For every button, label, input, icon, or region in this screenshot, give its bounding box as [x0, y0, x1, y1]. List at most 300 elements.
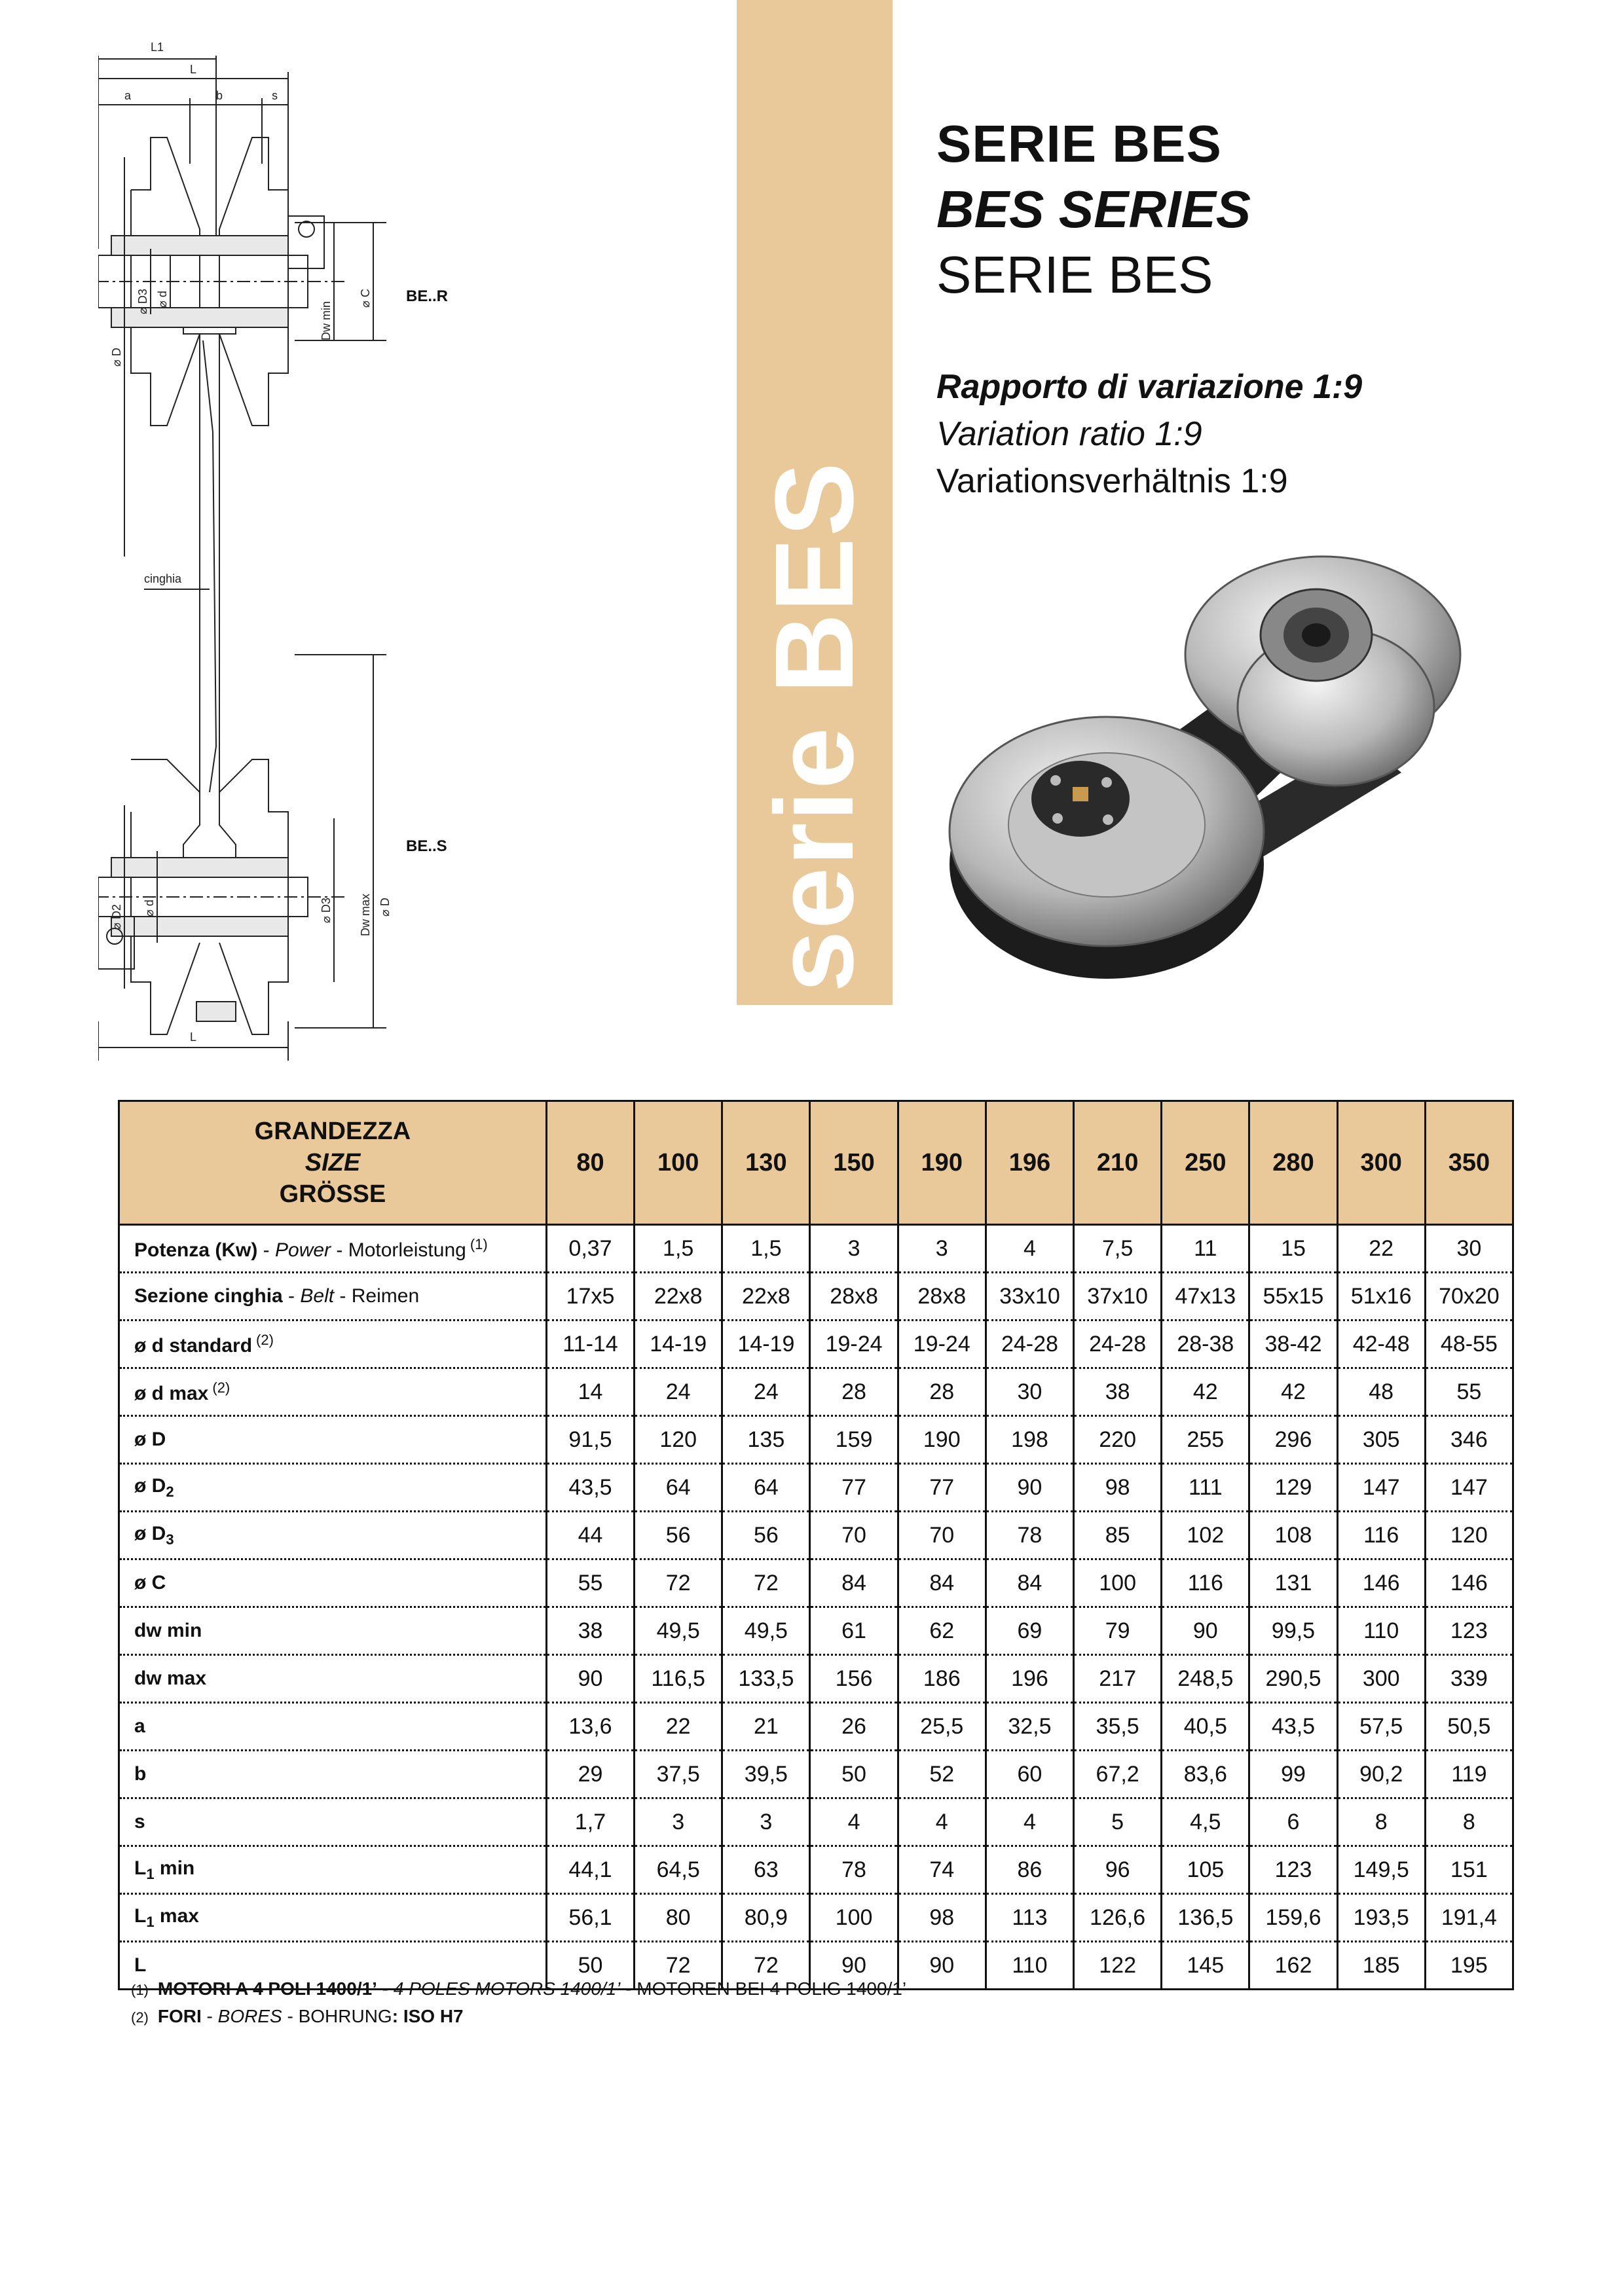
table-cell: 28 [810, 1368, 898, 1416]
table-cell: 198 [986, 1416, 1073, 1464]
dim-phiD-bottom: ⌀ D [378, 898, 392, 917]
table-cell: 146 [1425, 1559, 1513, 1607]
row-label [119, 1416, 547, 1464]
table-cell: 146 [1337, 1559, 1425, 1607]
table-cell: 37,5 [635, 1751, 722, 1798]
row-label-label-bold: ø D [134, 1522, 166, 1544]
table-cell: 99,5 [1249, 1607, 1337, 1655]
size-col-header: 130 [722, 1101, 810, 1225]
table-cell: 64,5 [635, 1846, 722, 1894]
table-cell: 186 [898, 1655, 986, 1703]
row-label-label-bold: ø D [134, 1429, 166, 1450]
table-cell: 38 [1074, 1368, 1162, 1416]
table-cell: 339 [1425, 1655, 1513, 1703]
table-cell: 28x8 [810, 1273, 898, 1321]
belt-label: cinghia [144, 572, 182, 585]
table-cell: 133,5 [722, 1655, 810, 1703]
table-cell: 123 [1249, 1846, 1337, 1894]
row-label-label-bold: dw max [134, 1667, 207, 1689]
dim-s: s [272, 89, 278, 102]
table-cell: 255 [1162, 1416, 1249, 1464]
row-label [119, 1607, 547, 1655]
table-cell: 116 [1337, 1512, 1425, 1559]
row-label-label-sub: 3 [166, 1531, 174, 1548]
table-cell: 64 [635, 1464, 722, 1512]
table-row [119, 1846, 1513, 1894]
row-label [119, 1798, 547, 1846]
table-cell: 4,5 [1162, 1798, 1249, 1846]
table-cell: 78 [986, 1512, 1073, 1559]
footnote-text-bold: MOTORI A 4 POLI 1400/1’ [157, 1978, 377, 1999]
table-cell: 120 [1425, 1512, 1513, 1559]
row-label-label-de: Reimen [351, 1285, 420, 1307]
row-label-note: (1) [470, 1235, 488, 1252]
table-cell: 90 [898, 1942, 986, 1990]
table-row [119, 1225, 1513, 1273]
table-row [119, 1512, 1513, 1559]
table-cell: 40,5 [1162, 1703, 1249, 1751]
table-cell: 191,4 [1425, 1894, 1513, 1942]
row-label-label-bold: ø d max [134, 1382, 209, 1404]
dim-phid-bottom: ⌀ d [143, 900, 156, 917]
table-cell: 90 [986, 1464, 1073, 1512]
table-cell: 1,5 [635, 1225, 722, 1273]
table-cell: 147 [1337, 1464, 1425, 1512]
footnote-sep: - [282, 2006, 299, 2026]
table-cell: 24 [722, 1368, 810, 1416]
table-cell: 131 [1249, 1559, 1337, 1607]
table-cell: 77 [810, 1464, 898, 1512]
table-cell: 80 [635, 1894, 722, 1942]
dim-a: a [124, 89, 132, 102]
table-cell: 220 [1074, 1416, 1162, 1464]
table-cell: 4 [898, 1798, 986, 1846]
table-cell: 78 [810, 1846, 898, 1894]
spec-table [118, 1100, 1514, 1990]
table-cell: 48 [1337, 1368, 1425, 1416]
row-label-label-de: Motorleistung [348, 1239, 466, 1261]
row-label-label-bold: dw min [134, 1620, 202, 1641]
table-cell: 100 [1074, 1559, 1162, 1607]
table-cell: 3 [722, 1798, 810, 1846]
table-cell: 296 [1249, 1416, 1337, 1464]
dim-dwmin: Dw min [320, 301, 333, 340]
table-cell: 156 [810, 1655, 898, 1703]
table-cell: 185 [1337, 1942, 1425, 1990]
dim-phiD: ⌀ D [110, 348, 123, 367]
row-label [119, 1273, 547, 1321]
table-cell: 14 [546, 1368, 634, 1416]
footnote-mark: (1) [131, 1982, 149, 1998]
table-row [119, 1751, 1513, 1798]
row-label [119, 1321, 547, 1368]
model-BE-R: BE..R [406, 287, 449, 305]
dim-phid: ⌀ d [156, 291, 169, 308]
table-cell: 72 [722, 1942, 810, 1990]
table-cell: 11 [1162, 1225, 1249, 1273]
table-cell: 56 [635, 1512, 722, 1559]
table-cell: 38 [546, 1607, 634, 1655]
table-cell: 29 [546, 1751, 634, 1798]
table-cell: 72 [635, 1559, 722, 1607]
row-label-label-tail: max [154, 1904, 199, 1927]
table-row [119, 1321, 1513, 1368]
row-label-label-bold: b [134, 1763, 147, 1785]
ratio-it: Rapporto di variazione 1:9 [936, 368, 1363, 406]
table-cell: 86 [986, 1846, 1073, 1894]
table-cell: 15 [1249, 1225, 1337, 1273]
table-cell: 17x5 [546, 1273, 634, 1321]
table-cell: 28-38 [1162, 1321, 1249, 1368]
table-cell: 196 [986, 1655, 1073, 1703]
footnote-text-bold: FORI [157, 2006, 202, 2026]
table-cell: 77 [898, 1464, 986, 1512]
row-label-label-bold: s [134, 1811, 145, 1832]
table-cell: 85 [1074, 1512, 1162, 1559]
table-cell: 52 [898, 1751, 986, 1798]
footnote-text-italic: BORES [217, 2006, 282, 2026]
table-cell: 72 [722, 1559, 810, 1607]
table-cell: 84 [810, 1559, 898, 1607]
table-cell: 195 [1425, 1942, 1513, 1990]
row-label-label-en: Power [275, 1239, 331, 1261]
dim-phiC: ⌀ C [359, 289, 372, 308]
table-cell: 49,5 [635, 1607, 722, 1655]
dim-phiD2: ⌀ D2 [110, 904, 123, 930]
table-row [119, 1273, 1513, 1321]
table-cell: 98 [1074, 1464, 1162, 1512]
size-col-header: 210 [1074, 1101, 1162, 1225]
footnote-sep: - [201, 2006, 218, 2026]
table-cell: 51x16 [1337, 1273, 1425, 1321]
table-cell: 3 [635, 1798, 722, 1846]
table-cell: 22 [1337, 1225, 1425, 1273]
table-cell: 11-14 [546, 1321, 634, 1368]
row-label-label-bold: a [134, 1715, 145, 1737]
footnote-text-italic: 4 POLES MOTORS 1400/1’ [393, 1978, 621, 1999]
table-cell: 111 [1162, 1464, 1249, 1512]
table-cell: 190 [898, 1416, 986, 1464]
size-col-header: 250 [1162, 1101, 1249, 1225]
table-cell: 90 [810, 1942, 898, 1990]
table-cell: 4 [986, 1798, 1073, 1846]
table-cell: 145 [1162, 1942, 1249, 1990]
table-cell: 305 [1337, 1416, 1425, 1464]
footnotes [131, 1976, 906, 2031]
row-label-label-en: Belt [300, 1285, 335, 1307]
table-cell: 26 [810, 1703, 898, 1751]
row-label [119, 1559, 547, 1607]
table-row [119, 1559, 1513, 1607]
table-cell: 72 [635, 1942, 722, 1990]
table-cell: 24 [635, 1368, 722, 1416]
table-cell: 48-55 [1425, 1321, 1513, 1368]
technical-drawing [98, 39, 727, 1080]
table-cell: 159 [810, 1416, 898, 1464]
table-cell: 70 [898, 1512, 986, 1559]
title-it: SERIE BES [936, 115, 1222, 173]
table-cell: 135 [722, 1416, 810, 1464]
table-cell: 44,1 [546, 1846, 634, 1894]
table-cell: 42-48 [1337, 1321, 1425, 1368]
table-cell: 126,6 [1074, 1894, 1162, 1942]
table-cell: 151 [1425, 1846, 1513, 1894]
table-cell: 116,5 [635, 1655, 722, 1703]
row-label-label-sub: 2 [166, 1483, 174, 1500]
footnote-sep: - [377, 1978, 394, 1999]
table-cell: 22x8 [635, 1273, 722, 1321]
table-cell: 55x15 [1249, 1273, 1337, 1321]
table-cell: 0,37 [546, 1225, 634, 1273]
row-label [119, 1464, 547, 1512]
table-cell: 50 [546, 1942, 634, 1990]
table-row [119, 1464, 1513, 1512]
table-cell: 102 [1162, 1512, 1249, 1559]
footnote-mark: (2) [131, 2009, 149, 2026]
dim-phiD3: ⌀ D3 [136, 289, 149, 314]
table-cell: 47x13 [1162, 1273, 1249, 1321]
table-row [119, 1416, 1513, 1464]
row-label [119, 1368, 547, 1416]
table-cell: 90 [546, 1655, 634, 1703]
table-cell: 122 [1074, 1942, 1162, 1990]
table-cell: 21 [722, 1703, 810, 1751]
table-cell: 24-28 [986, 1321, 1073, 1368]
table-header-row [119, 1101, 1513, 1225]
table-cell: 300 [1337, 1655, 1425, 1703]
series-titles [936, 111, 1591, 308]
row-label-label-bold: L [134, 1954, 147, 1976]
table-cell: 136,5 [1162, 1894, 1249, 1942]
table-cell: 43,5 [546, 1464, 634, 1512]
table-cell: 49,5 [722, 1607, 810, 1655]
table-cell: 84 [898, 1559, 986, 1607]
table-cell: 7,5 [1074, 1225, 1162, 1273]
table-cell: 6 [1249, 1798, 1337, 1846]
row-label [119, 1655, 547, 1703]
table-cell: 43,5 [1249, 1703, 1337, 1751]
table-cell: 60 [986, 1751, 1073, 1798]
table-cell: 19-24 [810, 1321, 898, 1368]
row-label-label-bold: ø C [134, 1572, 166, 1594]
table-cell: 39,5 [722, 1751, 810, 1798]
header-size-en: SIZE [304, 1149, 361, 1176]
dim-L1: L1 [151, 41, 164, 54]
row-label-label-sep1: - [257, 1239, 276, 1261]
row-label-label-bold: L [134, 1904, 147, 1927]
table-cell: 100 [810, 1894, 898, 1942]
table-cell: 84 [986, 1559, 1073, 1607]
dim-phiD3-bottom: ⌀ D3 [320, 898, 333, 923]
row-label-label-sub: 1 [146, 1865, 155, 1882]
table-cell: 149,5 [1337, 1846, 1425, 1894]
row-label [119, 1225, 547, 1273]
table-cell: 159,6 [1249, 1894, 1337, 1942]
table-cell: 4 [986, 1225, 1073, 1273]
table-cell: 96 [1074, 1846, 1162, 1894]
row-label-label-bold: Potenza (Kw) [134, 1239, 258, 1261]
footnote-text-plain: BOHRUNG [298, 2006, 392, 2026]
table-cell: 55 [1425, 1368, 1513, 1416]
table-cell: 79 [1074, 1607, 1162, 1655]
table-cell: 105 [1162, 1846, 1249, 1894]
table-cell: 56 [722, 1512, 810, 1559]
model-BE-S: BE..S [406, 837, 447, 855]
row-label-label-bold: ø D [134, 1474, 166, 1497]
table-cell: 83,6 [1162, 1751, 1249, 1798]
table-cell: 70x20 [1425, 1273, 1513, 1321]
series-band-text: serie BES [752, 461, 877, 993]
row-label [119, 1703, 547, 1751]
row-label-label-tail: min [154, 1857, 195, 1879]
header-size-de: GRÖSSE [279, 1180, 386, 1208]
table-row [119, 1703, 1513, 1751]
row-label [119, 1846, 547, 1894]
table-cell: 28 [898, 1368, 986, 1416]
table-cell: 67,2 [1074, 1751, 1162, 1798]
table-cell: 3 [898, 1225, 986, 1273]
table-cell: 119 [1425, 1751, 1513, 1798]
title-de: SERIE BES [936, 246, 1213, 304]
row-label-label-sep1: - [282, 1285, 301, 1307]
size-col-header: 80 [546, 1101, 634, 1225]
table-cell: 120 [635, 1416, 722, 1464]
ratio-en: Variation ratio 1:9 [936, 415, 1202, 453]
footnote-text-bold-tail: : ISO H7 [392, 2006, 464, 2026]
table-cell: 37x10 [1074, 1273, 1162, 1321]
table-cell: 346 [1425, 1416, 1513, 1464]
variation-ratio [936, 363, 1591, 505]
table-cell: 129 [1249, 1464, 1337, 1512]
table-row [119, 1607, 1513, 1655]
table-row [119, 1894, 1513, 1942]
table-cell: 44 [546, 1512, 634, 1559]
footnote-sep: - [620, 1978, 637, 1999]
row-label-label-sub: 1 [146, 1913, 155, 1930]
table-cell: 99 [1249, 1751, 1337, 1798]
table-cell: 1,7 [546, 1798, 634, 1846]
table-cell: 3 [810, 1225, 898, 1273]
table-cell: 63 [722, 1846, 810, 1894]
table-cell: 4 [810, 1798, 898, 1846]
product-image [943, 524, 1532, 1008]
table-cell: 110 [986, 1942, 1073, 1990]
size-col-header: 190 [898, 1101, 986, 1225]
table-cell: 50 [810, 1751, 898, 1798]
table-cell: 91,5 [546, 1416, 634, 1464]
dim-dwmax: Dw max [359, 893, 372, 936]
footnote-2 [131, 2003, 906, 2031]
table-cell: 90,2 [1337, 1751, 1425, 1798]
row-label-label-sep2: - [331, 1239, 348, 1261]
table-cell: 248,5 [1162, 1655, 1249, 1703]
title-en: BES SERIES [936, 180, 1251, 238]
table-cell: 14-19 [722, 1321, 810, 1368]
table-cell: 162 [1249, 1942, 1337, 1990]
table-cell: 30 [1425, 1225, 1513, 1273]
table-cell: 123 [1425, 1607, 1513, 1655]
table-cell: 5 [1074, 1798, 1162, 1846]
table-cell: 80,9 [722, 1894, 810, 1942]
size-col-header: 150 [810, 1101, 898, 1225]
table-cell: 42 [1162, 1368, 1249, 1416]
table-cell: 22x8 [722, 1273, 810, 1321]
table-cell: 108 [1249, 1512, 1337, 1559]
table-cell: 8 [1425, 1798, 1513, 1846]
table-cell: 70 [810, 1512, 898, 1559]
table-cell: 217 [1074, 1655, 1162, 1703]
row-label-label-bold: ø d standard [134, 1334, 253, 1357]
table-row [119, 1655, 1513, 1703]
table-cell: 32,5 [986, 1703, 1073, 1751]
row-label-label-sep2: - [334, 1285, 352, 1307]
row-label-label-bold: Sezione cinghia [134, 1285, 283, 1307]
table-cell: 38-42 [1249, 1321, 1337, 1368]
row-label-note: (2) [256, 1331, 274, 1348]
footnote-1 [131, 1976, 906, 2003]
dim-L-bottom: L [190, 1030, 197, 1044]
table-cell: 74 [898, 1846, 986, 1894]
table-cell: 13,6 [546, 1703, 634, 1751]
table-cell: 1,5 [722, 1225, 810, 1273]
table-cell: 28x8 [898, 1273, 986, 1321]
table-cell: 113 [986, 1894, 1073, 1942]
table-cell: 8 [1337, 1798, 1425, 1846]
table-cell: 57,5 [1337, 1703, 1425, 1751]
table-cell: 193,5 [1337, 1894, 1425, 1942]
table-cell: 50,5 [1425, 1703, 1513, 1751]
size-col-header: 300 [1337, 1101, 1425, 1225]
table-row [119, 1798, 1513, 1846]
table-cell: 147 [1425, 1464, 1513, 1512]
ratio-de: Variationsverhältnis 1:9 [936, 462, 1288, 500]
size-col-header: 100 [635, 1101, 722, 1225]
table-cell: 61 [810, 1607, 898, 1655]
size-col-header: 350 [1425, 1101, 1513, 1225]
table-cell: 19-24 [898, 1321, 986, 1368]
row-label [119, 1894, 547, 1942]
table-cell: 35,5 [1074, 1703, 1162, 1751]
row-label-label-bold: L [134, 1857, 147, 1879]
table-cell: 25,5 [898, 1703, 986, 1751]
row-label [119, 1751, 547, 1798]
table-cell: 24-28 [1074, 1321, 1162, 1368]
header-size-cell [119, 1101, 547, 1225]
table-cell: 290,5 [1249, 1655, 1337, 1703]
table-cell: 90 [1162, 1607, 1249, 1655]
footnote-text-plain: MOTOREN BEI 4 POLIG 1400/1’ [637, 1978, 907, 1999]
header-size-it: GRANDEZZA [254, 1118, 411, 1145]
table-cell: 69 [986, 1607, 1073, 1655]
dim-L: L [190, 63, 197, 76]
table-cell: 116 [1162, 1559, 1249, 1607]
table-cell: 62 [898, 1607, 986, 1655]
table-cell: 42 [1249, 1368, 1337, 1416]
table-cell: 110 [1337, 1607, 1425, 1655]
table-cell: 33x10 [986, 1273, 1073, 1321]
table-cell: 98 [898, 1894, 986, 1942]
table-cell: 14-19 [635, 1321, 722, 1368]
size-col-header: 196 [986, 1101, 1073, 1225]
row-label [119, 1512, 547, 1559]
table-cell: 55 [546, 1559, 634, 1607]
table-cell: 64 [722, 1464, 810, 1512]
table-cell: 30 [986, 1368, 1073, 1416]
table-cell: 22 [635, 1703, 722, 1751]
table-row [119, 1368, 1513, 1416]
table-cell: 56,1 [546, 1894, 634, 1942]
size-col-header: 280 [1249, 1101, 1337, 1225]
